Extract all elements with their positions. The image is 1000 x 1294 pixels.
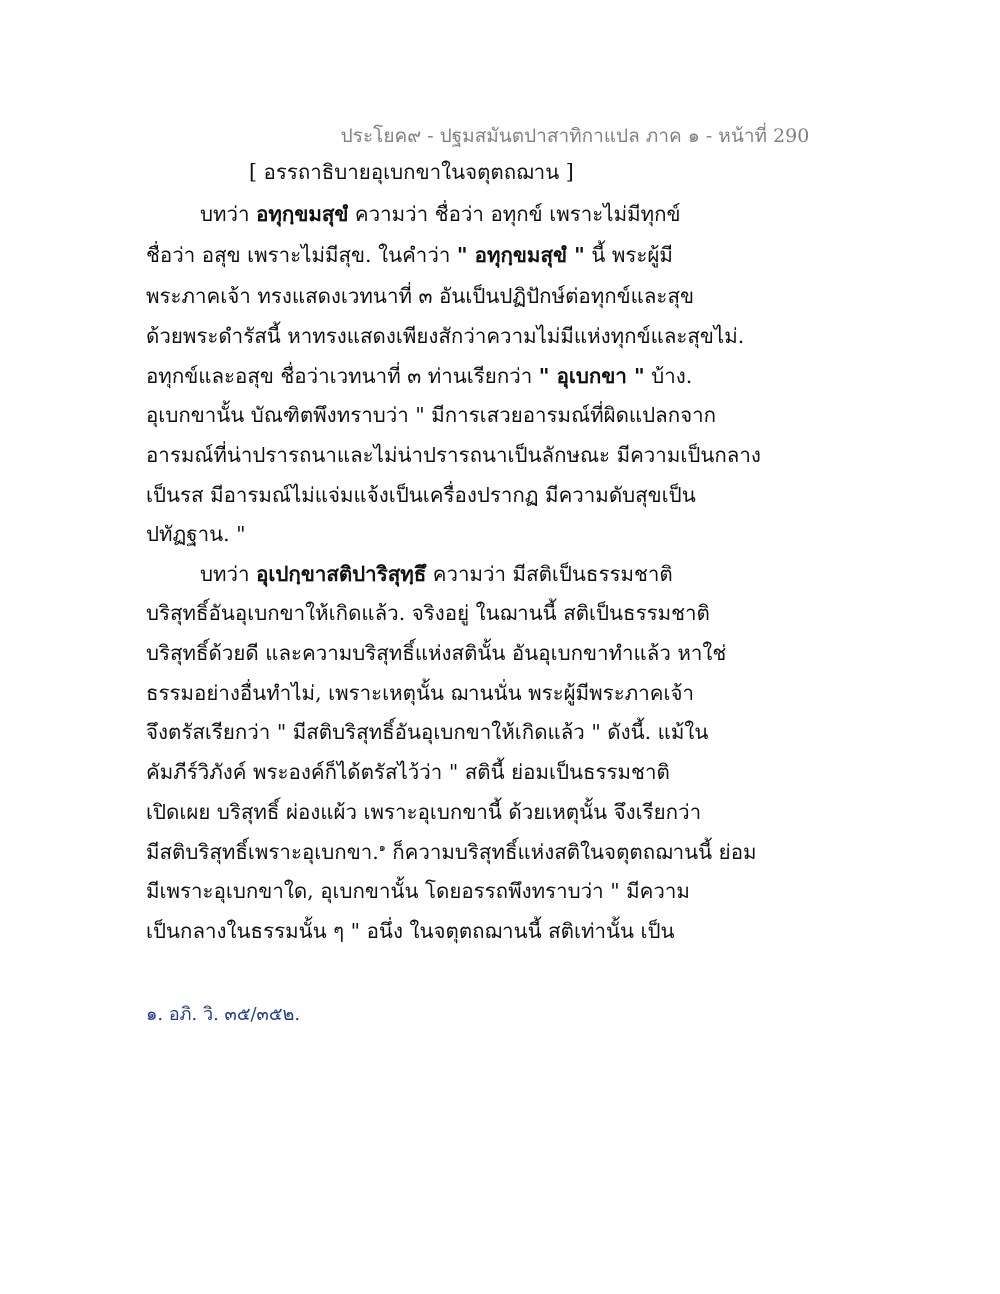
page-header — [0, 121, 1000, 151]
bold-term: " อทุกฺขมสุขํ " — [456, 243, 585, 267]
text-span: อทุกข์และอสุข ชื่อว่าเวทนาที่ ๓ ท่านเรียกว่า — [146, 364, 539, 388]
bold-term: อุเปกฺขาสติปาริสุทฺธึ — [256, 562, 427, 586]
text-span: อุเบกขานั้น บัณฑิตพึงทราบว่า " มีการเสวยอารมณ์ที่ผิดแปลกจาก — [146, 403, 717, 427]
footnote-marker: ๑ — [378, 841, 386, 855]
text-span: นี้ พระผู้มี — [584, 243, 673, 267]
text-line — [146, 366, 692, 387]
text-span: พระภาคเจ้า ทรงแสดงเวทนาที่ ๓ อันเป็นปฏิปักษ์ต่อทุกข์และสุข — [146, 284, 694, 308]
text-span: อารมณ์ที่น่าปรารถนาและไม่น่าปรารถนาเป็นลักษณะ มีความเป็นกลาง — [146, 443, 761, 467]
text-line — [146, 286, 694, 307]
text-line — [200, 564, 673, 585]
text-span: ความว่า ชื่อว่า อทุกข์ เพราะไม่มีทุกข์ — [348, 202, 681, 226]
text-span: เปิดเผย บริสุทธิ์ ผ่องแผ้ว เพราะอุเบกขานี้ ด้วยเหตุนั้น จึงเรียกว่า — [146, 800, 702, 824]
text-span: บทว่า — [200, 202, 257, 226]
text-span: ธรรมอย่างอื่นทำไม่, เพราะเหตุนั้น ฌานนั่น พระผู้มีพระภาคเจ้า — [146, 681, 694, 705]
bold-term: อทุกฺขมสุขํ — [256, 202, 349, 226]
text-line — [146, 762, 670, 783]
text-span: บทว่า — [200, 562, 257, 586]
text-line — [146, 683, 694, 704]
text-line — [146, 326, 744, 347]
text-line — [146, 245, 673, 266]
text-span: ด้วยพระดำรัสนี้ หาทรงแสดงเพียงสักว่าความไม่มีแห่งทุกข์และสุขไม่. — [146, 324, 745, 348]
page-header-text: ประโยค๙ - ปฐมสมันตปาสาทิกาแปล ภาค ๑ - หน้าที่ 290 — [340, 125, 810, 147]
text-line — [146, 485, 696, 506]
text-line — [146, 405, 716, 426]
text-span: มีสติบริสุทธิ์เพราะอุเบกขา. — [146, 840, 379, 864]
text-span: เป็นรส มีอารมณ์ไม่แจ่มแจ้งเป็นเครื่องปรากฏ มีความดับสุขเป็น — [146, 483, 696, 507]
text-span: ชื่อว่า อสุข เพราะไม่มีสุข. ในคำว่า — [146, 243, 457, 267]
text-line — [146, 603, 710, 624]
text-line — [146, 842, 757, 863]
text-span: บ้าง. — [644, 364, 693, 388]
text-span: ปทัฏฐาน. " — [146, 522, 246, 546]
text-line — [146, 921, 675, 942]
footnote: ๑. อภิ. วิ. ๓๕/๓๕๒. — [146, 1004, 301, 1025]
text-span: ก็ความบริสุทธิ์แห่งสติในจตุตถฌานนี้ ย่อม — [385, 840, 757, 864]
text-line — [146, 802, 701, 823]
text-span: บริสุทธิ์อันอุเบกขาให้เกิดแล้ว. จริงอยู่ ในฌานนี้ สติเป็นธรรมชาติ — [146, 601, 710, 625]
text-span: ความว่า มีสติเป็นธรรมชาติ — [426, 562, 673, 586]
text-span: จึงตรัสเรียกว่า " มีสติบริสุทธิ์อันอุเบกขาให้เกิดแล้ว " ดังนี้. แม้ใน — [146, 720, 709, 744]
text-span: บริสุทธิ์ด้วยดี และความบริสุทธิ์แห่งสตินั้น อันอุเบกขาทำแล้ว หาใช่ — [146, 641, 727, 665]
text-line — [146, 445, 761, 466]
text-line — [146, 722, 708, 743]
text-span: เป็นกลางในธรรมนั้น ๆ " อนึ่ง ในจตุตถฌานนี้ สติเท่านั้น เป็น — [146, 919, 675, 943]
bold-term: " อุเบกขา " — [538, 364, 645, 388]
text-span: คัมภีร์วิภังค์ พระองค์ก็ได้ตรัสไว้ว่า " สตินี้ ย่อมเป็นธรรมชาติ — [146, 760, 670, 784]
text-line — [200, 204, 681, 225]
text-line — [146, 643, 726, 664]
text-span: มีเพราะอุเบกขาใด, อุเบกขานั้น โดยอรรถพึงทราบว่า " มีความ — [146, 879, 690, 903]
text-line — [146, 524, 246, 545]
section-title: [ อรรถาธิบายอุเบกขาในจตุตถฌาน ] — [249, 160, 574, 184]
text-line — [146, 881, 690, 902]
